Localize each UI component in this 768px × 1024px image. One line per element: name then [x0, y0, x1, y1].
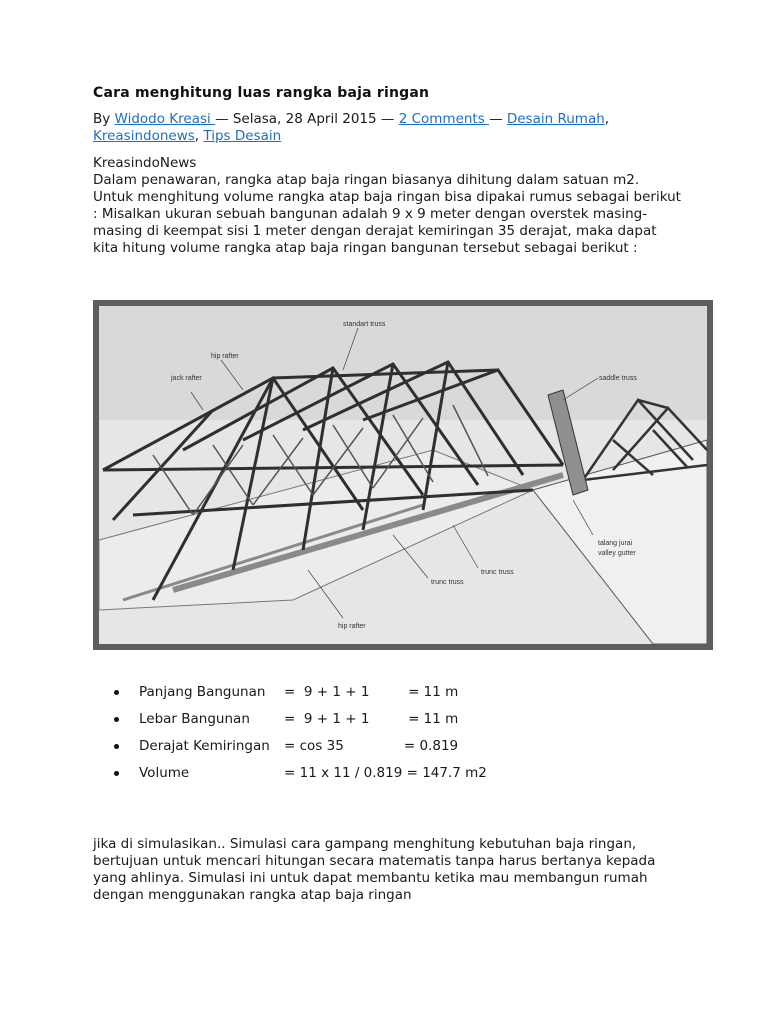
comments-link[interactable]: 2 Comments	[398, 111, 490, 127]
label-trunc-truss-a: trunc truss	[481, 569, 514, 576]
bullet-icon	[114, 717, 119, 722]
byline-by: By	[93, 111, 115, 127]
calc-formula: = 9 + 1 + 1 = 11 m	[284, 711, 459, 727]
byline	[93, 111, 673, 145]
bullet-icon	[114, 771, 119, 776]
source-name: KreasindoNews	[93, 155, 197, 171]
author-link[interactable]: Widodo Kreasi	[114, 111, 216, 127]
label-hip-rafter-top: hip rafter	[211, 353, 239, 360]
roof-truss-drawing	[93, 300, 713, 650]
calc-label: Volume	[139, 765, 190, 781]
list-item	[110, 711, 670, 738]
label-valley-gutter: valley gutter	[598, 550, 636, 557]
byline-comma: ,	[604, 111, 610, 127]
calc-formula: = 11 x 11 / 0.819 = 147.7 m2	[284, 765, 487, 781]
list-item	[110, 684, 670, 711]
list-item	[110, 765, 670, 792]
closing-paragraph: jika di simulasikan.. Simulasi cara gampang menghitung kebutuhan baja ringan, bertujuan untuk mencari hitungan secara matematis tanpa harus bertanya kepada yang ahlinya. Simulasi ini untuk dapat membantu ketika mau membangun rumah dengan menggunakan rangka atap baja ringan	[93, 836, 656, 903]
label-standart-truss: standart truss	[343, 321, 386, 328]
label-hip-rafter-bottom: hip rafter	[338, 623, 366, 630]
calc-label: Panjang Bangunan	[139, 684, 266, 700]
calc-formula: = cos 35 = 0.819	[284, 738, 459, 754]
calc-label: Lebar Bangunan	[139, 711, 250, 727]
label-saddle-truss: saddle truss	[599, 375, 637, 382]
byline-separator: —	[489, 111, 507, 127]
list-item	[110, 738, 670, 765]
label-trunc-truss-b: trunc truss	[431, 579, 464, 586]
bullet-icon	[114, 690, 119, 695]
intro-paragraph: Dalam penawaran, rangka atap baja ringan biasanya dihitung dalam satuan m2. Untuk menghitung volume rangka atap baja ringan bisa dipakai rumus sebagai berikut : Misalkan ukuran sebuah bangunan adalah 9 x 9 meter dengan overstek masing-masing di keempat sisi 1 meter dengan derajat kemiringan 35 derajat, maka dapat kita hitung volume rangka atap baja ringan bangunan tersebut sebagai berikut :	[93, 172, 681, 256]
bullet-icon	[114, 744, 119, 749]
calc-label: Derajat Kemiringan	[139, 738, 270, 754]
calculation-list	[110, 684, 670, 792]
byline-date: — Selasa, 28 April 2015 —	[215, 111, 399, 127]
calc-formula: = 9 + 1 + 1 = 11 m	[284, 684, 459, 700]
category-link-desain-rumah[interactable]: Desain Rumah	[506, 111, 605, 127]
label-jack-rafter: jack rafter	[171, 375, 202, 382]
label-talang-jurai: talang jurai	[598, 540, 633, 547]
intro-block	[93, 155, 683, 257]
roof-truss-diagram	[93, 300, 713, 650]
article-title: Cara menghitung luas rangka baja ringan	[93, 85, 430, 101]
category-link-tips-desain[interactable]: Tips Desain	[203, 128, 282, 144]
category-link-kreasindonews[interactable]: Kreasindonews	[93, 128, 195, 144]
byline-comma: ,	[194, 128, 204, 144]
